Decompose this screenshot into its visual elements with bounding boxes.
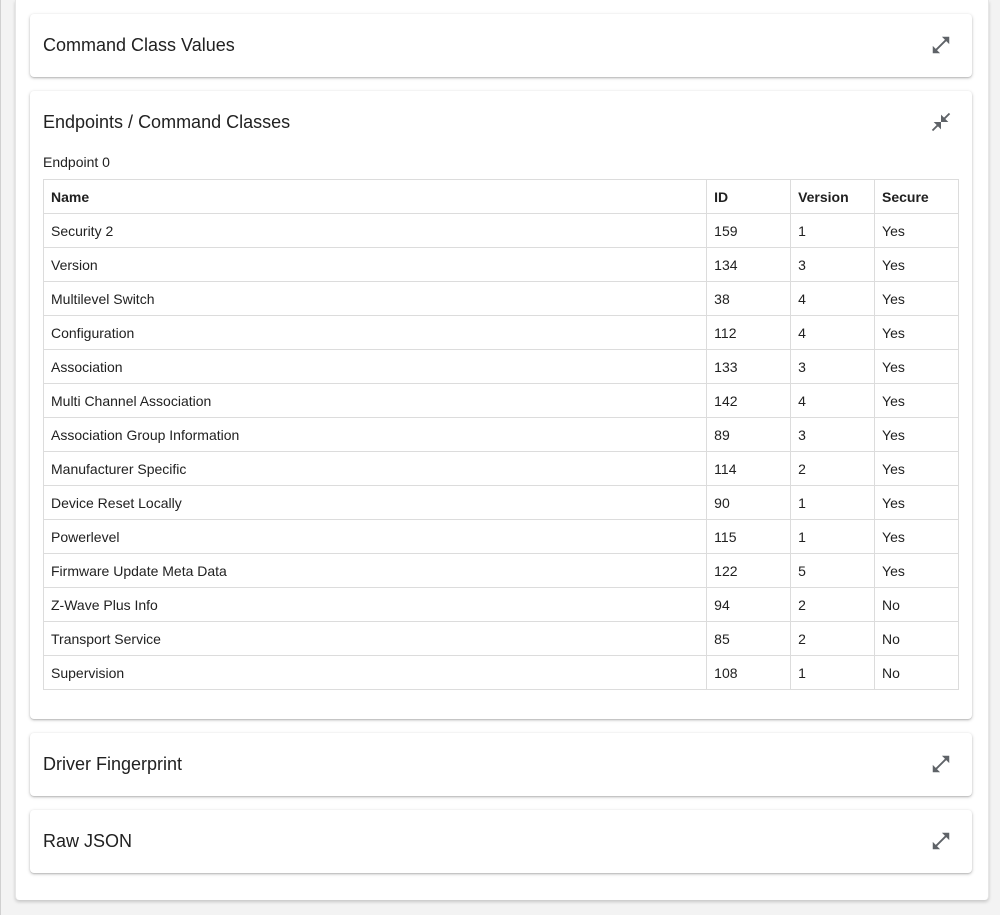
endpoints-command-classes-panel (30, 91, 972, 719)
expand-icon[interactable] (930, 830, 952, 852)
cell-version: 2 (791, 588, 875, 622)
panel-title: Command Class Values (43, 35, 235, 55)
cell-version: 1 (791, 486, 875, 520)
page-left-rule (0, 0, 1, 915)
cell-id: 133 (707, 350, 791, 384)
cell-version: 2 (791, 622, 875, 656)
panel-title: Raw JSON (43, 831, 133, 851)
cell-name: Multilevel Switch (44, 282, 707, 316)
table-row (44, 452, 959, 486)
cell-name: Multi Channel Association (44, 384, 707, 418)
cell-version: 4 (791, 384, 875, 418)
cell-id: 38 (707, 282, 791, 316)
cell-secure: Yes (875, 248, 959, 282)
table-row (44, 282, 959, 316)
expand-icon[interactable] (930, 34, 952, 56)
table-row (44, 316, 959, 350)
cell-id: 108 (707, 656, 791, 690)
panel-title: Endpoints / Command Classes (43, 112, 291, 132)
cell-version: 1 (791, 214, 875, 248)
cell-secure: Yes (875, 452, 959, 486)
table-row (44, 588, 959, 622)
table-row (44, 248, 959, 282)
cell-id: 90 (707, 486, 791, 520)
cell-id: 114 (707, 452, 791, 486)
column-header-version: Version (791, 180, 875, 214)
cell-name: Firmware Update Meta Data (44, 554, 707, 588)
column-header-name: Name (44, 180, 707, 214)
cell-secure: Yes (875, 282, 959, 316)
cell-version: 1 (791, 520, 875, 554)
cell-id: 134 (707, 248, 791, 282)
table-row (44, 656, 959, 690)
cell-name: Supervision (44, 656, 707, 690)
cell-id: 122 (707, 554, 791, 588)
table-row (44, 418, 959, 452)
cell-secure: Yes (875, 384, 959, 418)
cell-secure: No (875, 622, 959, 656)
cell-secure: Yes (875, 350, 959, 384)
table-header-row (44, 180, 959, 214)
cell-id: 89 (707, 418, 791, 452)
command-classes-table (43, 179, 959, 690)
cell-name: Association (44, 350, 707, 384)
driver-fingerprint-panel[interactable] (30, 733, 972, 796)
cell-name: Powerlevel (44, 520, 707, 554)
cell-secure: No (875, 588, 959, 622)
command-class-values-panel[interactable] (30, 14, 972, 77)
cell-id: 115 (707, 520, 791, 554)
cell-secure: Yes (875, 554, 959, 588)
cell-name: Version (44, 248, 707, 282)
cell-name: Transport Service (44, 622, 707, 656)
cell-version: 4 (791, 282, 875, 316)
cell-id: 94 (707, 588, 791, 622)
raw-json-panel[interactable] (30, 810, 972, 873)
cell-name: Association Group Information (44, 418, 707, 452)
table-row (44, 486, 959, 520)
cell-secure: Yes (875, 214, 959, 248)
cell-version: 5 (791, 554, 875, 588)
cell-version: 3 (791, 350, 875, 384)
table-row (44, 350, 959, 384)
cell-secure: Yes (875, 418, 959, 452)
cell-secure: Yes (875, 520, 959, 554)
panel-title: Driver Fingerprint (43, 754, 183, 774)
table-row (44, 384, 959, 418)
cell-name: Security 2 (44, 214, 707, 248)
endpoint-label: Endpoint 0 (43, 154, 110, 170)
cell-version: 2 (791, 452, 875, 486)
cell-id: 112 (707, 316, 791, 350)
cell-name: Z-Wave Plus Info (44, 588, 707, 622)
cell-version: 1 (791, 656, 875, 690)
table-row (44, 622, 959, 656)
cell-secure: Yes (875, 486, 959, 520)
cell-version: 4 (791, 316, 875, 350)
table-row (44, 214, 959, 248)
column-header-id: ID (707, 180, 791, 214)
cell-version: 3 (791, 248, 875, 282)
cell-secure: Yes (875, 316, 959, 350)
cell-name: Device Reset Locally (44, 486, 707, 520)
collapse-icon[interactable] (930, 111, 952, 133)
table-row (44, 554, 959, 588)
table-row (44, 520, 959, 554)
cell-id: 85 (707, 622, 791, 656)
cell-id: 159 (707, 214, 791, 248)
cell-id: 142 (707, 384, 791, 418)
cell-version: 3 (791, 418, 875, 452)
cell-secure: No (875, 656, 959, 690)
expand-icon[interactable] (930, 753, 952, 775)
column-header-secure: Secure (875, 180, 959, 214)
cell-name: Manufacturer Specific (44, 452, 707, 486)
cell-name: Configuration (44, 316, 707, 350)
